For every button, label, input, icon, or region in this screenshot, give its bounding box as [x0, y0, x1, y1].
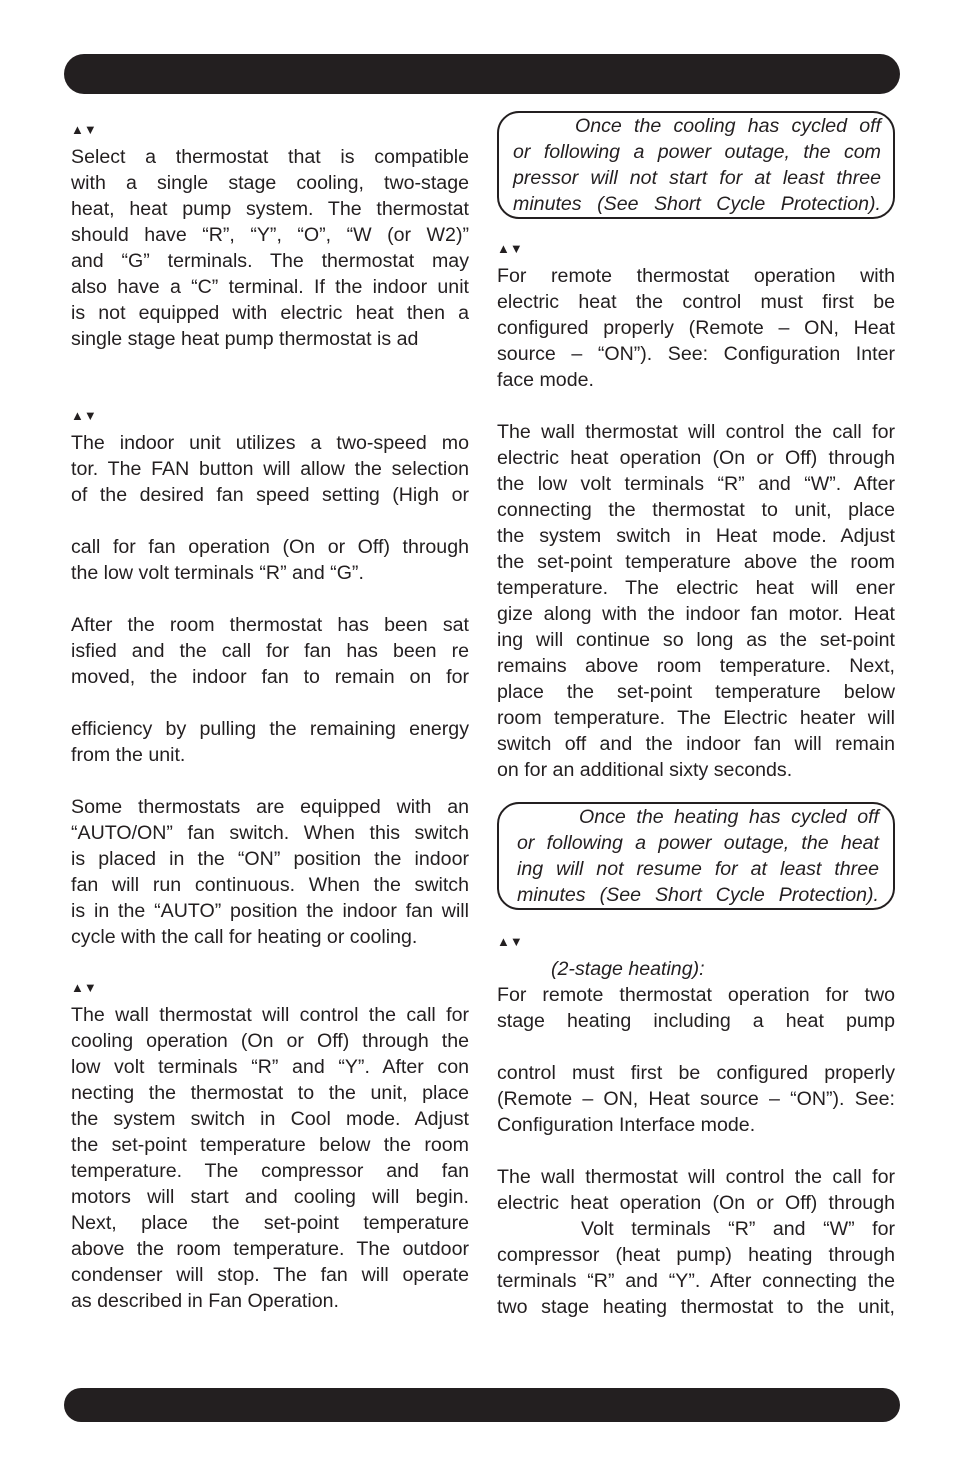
text-line: face mode. — [497, 369, 594, 391]
text-line: tor. The FAN button will allow the selection — [71, 458, 469, 480]
text-line: the low volt terminals “R” and “W”. After — [497, 473, 895, 495]
two-stage-heating-subtitle: (2-stage heating): — [551, 958, 705, 980]
thermostat-selection-paragraph — [71, 144, 469, 352]
text-line: from the unit. — [71, 744, 186, 766]
text-line: isfied and the call for fan has been re — [71, 640, 469, 662]
cooling-short-cycle-note — [497, 111, 895, 219]
note-line: or following a power outage, the com — [513, 141, 881, 163]
text-line: two stage heating thermostat to the unit, — [497, 1296, 895, 1318]
text-line: of the desired fan speed setting (High or — [71, 484, 469, 506]
text-line: on for an additional sixty seconds. — [497, 759, 793, 781]
text-line: with a single stage cooling, two-stage — [71, 172, 469, 194]
footer-bar — [64, 1388, 900, 1422]
text-line: temperature. The electric heat will ener — [497, 577, 895, 599]
cooling-operation-paragraph — [71, 1002, 469, 1314]
text-line: switch off and the indoor fan will remain — [497, 733, 895, 755]
text-line: electric heat operation (On or Off) through — [497, 1192, 895, 1214]
text-line: (Remote – ON, Heat source – “ON”). See: — [497, 1088, 895, 1110]
text-line: place the set-point temperature below — [497, 681, 895, 703]
left-column — [71, 118, 469, 1314]
up-down-arrows-icon: ▲▼ — [71, 408, 97, 423]
text-line: should have “R”, “Y”, “O”, “W (or W2)” — [71, 224, 469, 246]
text-line: “AUTO/ON” fan switch. When this switch — [71, 822, 469, 844]
text-line: The wall thermostat will control the call for — [497, 421, 895, 443]
text-line: For remote thermostat operation for two — [497, 984, 895, 1006]
two-stage-heating-paragraph — [497, 982, 895, 1320]
text-line: stage heating including a heat pump — [497, 1010, 895, 1032]
text-line: as described in Fan Operation. — [71, 1290, 339, 1312]
text-line: room temperature. The Electric heater will — [497, 707, 895, 729]
electric-heat-paragraph — [497, 263, 895, 783]
up-down-arrows-icon: ▲▼ — [497, 934, 523, 949]
text-line: cycle with the call for heating or cooling. — [71, 926, 418, 948]
fan-operation-paragraph — [71, 430, 469, 950]
text-line: moved, the indoor fan to remain on for — [71, 666, 469, 688]
text-line: configured properly (Remote – ON, Heat — [497, 317, 895, 339]
text-line: low volt terminals “R” and “Y”. After con — [71, 1056, 469, 1078]
note-line: or following a power outage, the heat — [517, 832, 879, 854]
text-line: Configuration Interface mode. — [497, 1114, 756, 1136]
text-line: Select a thermostat that is compatible — [71, 146, 469, 168]
header-bar — [64, 54, 900, 94]
text-line: cooling operation (On or Off) through the — [71, 1030, 469, 1052]
text-line: condenser will stop. The fan will operate — [71, 1264, 469, 1286]
text-line: Some thermostats are equipped with an — [71, 796, 469, 818]
text-line: the set-point temperature below the room — [71, 1134, 469, 1156]
text-line: call for fan operation (On or Off) through — [71, 536, 469, 558]
text-line: The indoor unit utilizes a two-speed mo — [71, 432, 469, 454]
text-line: the low volt terminals “R” and “G”. — [71, 562, 364, 584]
text-line: connecting the thermostat to unit, place — [497, 499, 895, 521]
text-line: fan will run continuous. When the switch — [71, 874, 469, 896]
text-line: the set-point temperature above the room — [497, 551, 895, 573]
text-line: compressor (heat pump) heating through — [497, 1244, 895, 1266]
text-line: heat, heat pump system. The thermostat — [71, 198, 469, 220]
text-line: is not equipped with electric heat then a — [71, 302, 469, 324]
text-line: is in the “AUTO” position the indoor fan will — [71, 900, 469, 922]
text-line: temperature. The compressor and fan — [71, 1160, 469, 1182]
text-line: control must first be configured properly — [497, 1062, 895, 1084]
text-line: The wall thermostat will control the call for — [497, 1166, 895, 1188]
right-column — [497, 115, 895, 1320]
text-line: ing will continue so long as the set-point — [497, 629, 895, 651]
note-line: ing will not resume for at least three — [517, 858, 879, 880]
text-line: electric heat operation (On or Off) through — [497, 447, 895, 469]
heating-short-cycle-note — [497, 802, 895, 910]
text-line: terminals “R” and “Y”. After connecting the — [497, 1270, 895, 1292]
text-line: After the room thermostat has been sat — [71, 614, 469, 636]
note-line: Once the cooling has cycled off — [575, 115, 881, 137]
text-line: remains above room temperature. Next, — [497, 655, 895, 677]
text-line: efficiency by pulling the remaining energy — [71, 718, 469, 740]
text-line: motors will start and cooling will begin. — [71, 1186, 469, 1208]
text-line: and “G” terminals. The thermostat may — [71, 250, 469, 272]
text-line: For remote thermostat operation with — [497, 265, 895, 287]
up-down-arrows-icon: ▲▼ — [71, 980, 97, 995]
text-line: necting the thermostat to the unit, place — [71, 1082, 469, 1104]
text-line: above the room temperature. The outdoor — [71, 1238, 469, 1260]
note-line: minutes (See Short Cycle Protection). — [517, 884, 879, 906]
text-line: source – “ON”). See: Configuration Inter — [497, 343, 895, 365]
text-line: Next, place the set-point temperature — [71, 1212, 469, 1234]
text-line: single stage heat pump thermostat is ad — [71, 328, 419, 350]
text-line: also have a “C” terminal. If the indoor unit — [71, 276, 469, 298]
text-line: Volt terminals “R” and “W” for — [581, 1218, 895, 1240]
text-line: is placed in the “ON” position the indoor — [71, 848, 469, 870]
note-line: Once the heating has cycled off — [579, 806, 879, 828]
up-down-arrows-icon: ▲▼ — [71, 122, 97, 137]
note-line: pressor will not start for at least three — [513, 167, 881, 189]
note-line: minutes (See Short Cycle Protection). — [513, 193, 881, 215]
text-line: gize along with the indoor fan motor. Heat — [497, 603, 895, 625]
text-line: electric heat the control must first be — [497, 291, 895, 313]
text-line: The wall thermostat will control the call for — [71, 1004, 469, 1026]
up-down-arrows-icon: ▲▼ — [497, 241, 523, 256]
text-line: the system switch in Cool mode. Adjust — [71, 1108, 469, 1130]
text-line: the system switch in Heat mode. Adjust — [497, 525, 895, 547]
